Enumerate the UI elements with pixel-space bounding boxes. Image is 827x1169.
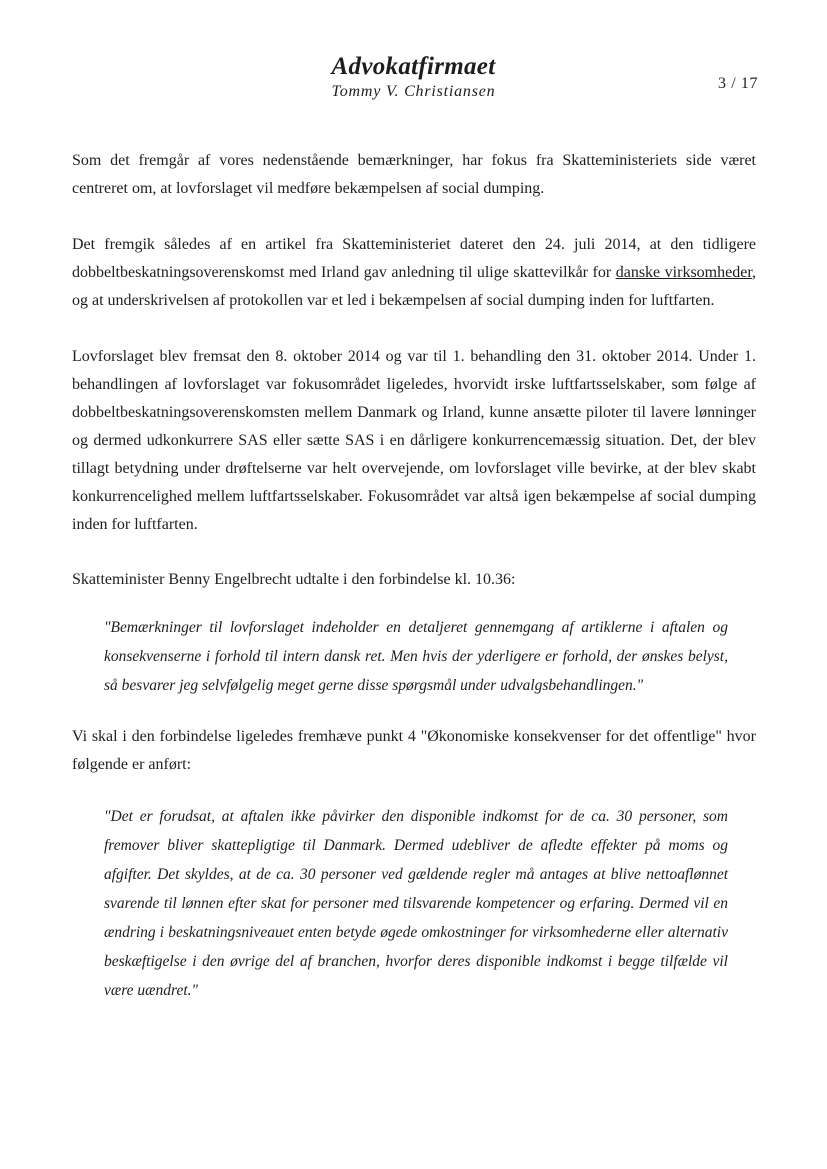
paragraph-article-text-2: , og at underskrivelsen af protokollen var et led i bekæmpelsen af social dumping inden for luftfarten.: [72, 264, 757, 309]
page-number: 3 / 17: [718, 75, 759, 92]
paragraph-article: [72, 231, 756, 315]
firm-lawyer-name: Tommy V. Christiansen: [331, 83, 496, 100]
paragraph-intro: Som det fremgår af vores nedenstående bemærkninger, har fokus fra Skatteministeriets side været centreret om, at lovforslaget vil medføre bekæmpelsen af social dumping.: [72, 152, 756, 197]
paragraph-economic: Vi skal i den forbindelse ligeledes fremhæve punkt 4 "Økonomiske konsekvenser for det offentlige" hvor følgende er anført:: [72, 728, 756, 773]
paragraph-article-text-1: Det fremgik således af en artikel fra Skatteministeriet dateret den 24. juli 2014, at den tidligere dobbeltbeskatningsoverenskomst med Irland gav anledning til ulige skattevilkår for: [72, 236, 756, 281]
document-body: [72, 147, 756, 1005]
paragraph-minister: Skatteminister Benny Engelbrecht udtalte i den forbindelse kl. 10.36:: [72, 571, 516, 588]
quote-economic: "Det er forudsat, at aftalen ikke påvirker den disponible indkomst for de ca. 30 personer, som fremover bliver skattepligtige til Danmark. Dermed udebliver de afledte effekter på moms og afgifter. Det skyldes, at de ca. 30 personer ved gældende regler må antages at blive nettoaflønnet svarende til lønnen efter skat for personer med tilsvarende kompetencer og erfaring. Dermed vil en ændring i beskatningsniveauet enten betyde øgede omkostninger for virksomhederne eller alternativ beskæftigelse i den øvrige del af branchen, hvorfor deres disponible indkomst i begge tilfælde vil være uændret.": [104, 808, 728, 999]
letterhead: [0, 52, 827, 102]
underlined-text: danske virksomheder: [615, 264, 753, 281]
firm-name: Advokatfirmaet: [331, 53, 496, 80]
paragraph-bill: Lovforslaget blev fremsat den 8. oktober 2014 og var til 1. behandling den 31. oktober 2014. Under 1. behandlingen af lovforslaget var fokusområdet ligeledes, hvorvidt irske luftfartsselskaber, som følge af dobbeltbeskatningsoverenskomsten mellem Danmark og Irland, kunne ansætte piloter til lavere lønninger og dermed udkonkurrere SAS eller sætte SAS i en dårligere konkurrencemæssig situation. Det, der blev tillagt betydning under drøftelserne var helt overvejende, om lovforslaget ville bevirke, at der blev skabt konkurrencelighed mellem luftfartsselskaber. Fokusområdet var altså igen bekæmpelse af social dumping inden for luftfarten.: [72, 348, 756, 533]
quote-minister: "Bemærkninger til lovforslaget indeholder en detaljeret gennemgang af artiklerne i aftalen og konsekvenserne i forhold til intern dansk ret. Men hvis der yderligere er forhold, der ønskes belyst, så besvarer jeg selvfølgelig meget gerne disse spørgsmål under udvalgsbehandlingen.": [104, 619, 728, 694]
